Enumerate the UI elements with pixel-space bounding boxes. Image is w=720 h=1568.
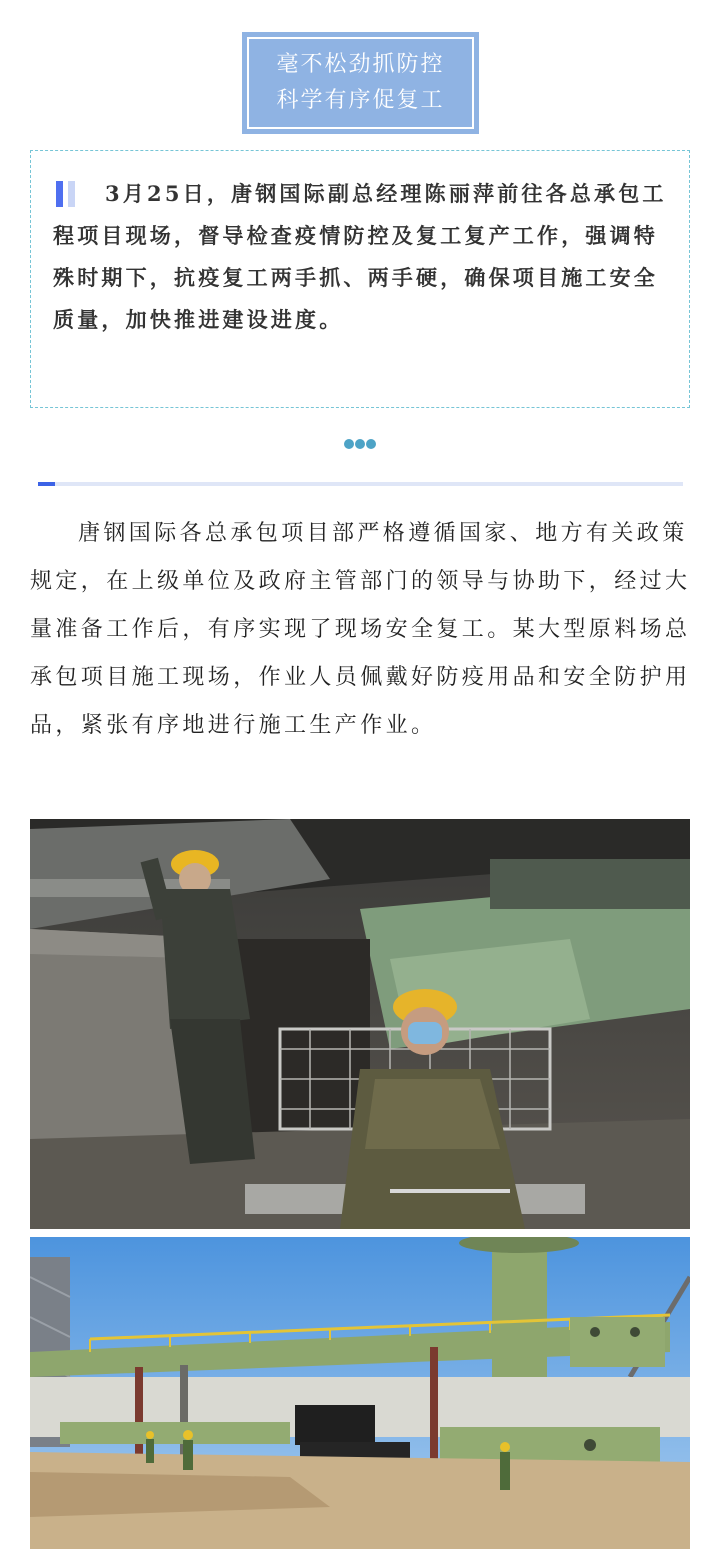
title-badge [242,32,479,134]
outdoor-steel-structure-photo [30,1237,690,1549]
section-divider [38,482,683,486]
indoor-workers-illustration [30,819,690,1229]
title-line-1: 毫不松劲抓防控 [276,52,445,77]
title-line-2: 科学有序促复工 [276,88,445,113]
dot [344,439,354,449]
divider-accent [38,482,55,486]
dots-ornament [344,439,376,449]
title-badge-inner [247,37,474,129]
dot [366,439,376,449]
dot [355,439,365,449]
summary-box [30,150,690,408]
indoor-workers-photo [30,819,690,1229]
steel-structure-illustration [30,1237,690,1549]
summary-text: 3月25日，唐钢国际副总经理陈丽萍前往各总承包工程项目现场，督导检查疫情防控及复工复产工作，强调特殊时期下，抗疫复工两手抓、两手硬，确保项目施工安全质量，加快推进建设进度。 [53,181,667,332]
body-paragraph: 唐钢国际各总承包项目部严格遵循国家、地方有关政策规定，在上级单位及政府主管部门的领导与协助下，经过大量准备工作后，有序实现了现场安全复工。某大型原料场总承包项目施工现场，作业人员佩戴好防疫用品和安全防护用品，紧张有序地进行施工生产作业。 [30,521,691,738]
